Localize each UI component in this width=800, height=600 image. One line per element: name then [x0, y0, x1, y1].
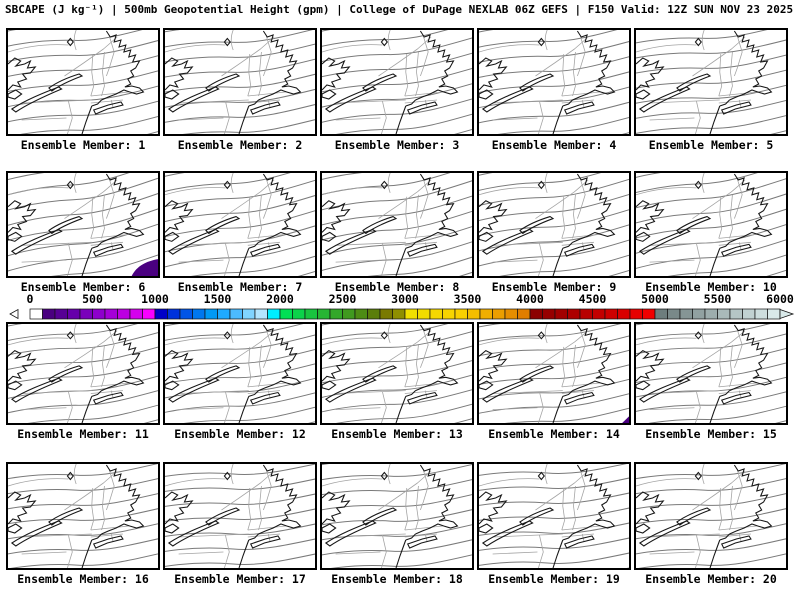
- ensemble-member-label: Ensemble Member: 17: [174, 572, 306, 586]
- member-map: [8, 173, 158, 276]
- height-contours: [322, 30, 472, 134]
- colorbar-tick-label: 6000: [766, 292, 794, 306]
- colorbar-tick-label: 5000: [641, 292, 669, 306]
- ensemble-panel-14: [477, 322, 631, 425]
- member-map: [322, 464, 472, 568]
- member-map: [479, 30, 629, 134]
- member-map: [636, 173, 786, 276]
- member-map: [165, 173, 315, 276]
- ensemble-member-label: Ensemble Member: 18: [331, 572, 463, 586]
- height-contours: [479, 30, 629, 134]
- ensemble-panel-7: [163, 171, 317, 278]
- ensemble-member-label: Ensemble Member: 7: [177, 280, 303, 294]
- colorbar-tick-label: 3000: [391, 292, 419, 306]
- member-map: [165, 324, 315, 423]
- ensemble-panel-16: [6, 462, 160, 570]
- ensemble-member-label: Ensemble Member: 16: [17, 572, 149, 586]
- ensemble-member-label: Ensemble Member: 19: [488, 572, 620, 586]
- ensemble-panel-20: [634, 462, 788, 570]
- ensemble-member-label: Ensemble Member: 11: [17, 427, 149, 441]
- colorbar-right-arrow: [780, 310, 793, 319]
- member-map: [165, 464, 315, 568]
- colorbar-tick-label: 1000: [141, 292, 169, 306]
- ensemble-member-label: Ensemble Member: 2: [177, 138, 303, 152]
- height-contours: [636, 173, 786, 276]
- height-contours: [479, 324, 629, 423]
- ensemble-panel-10: [634, 171, 788, 278]
- height-contours: [636, 464, 786, 568]
- cape-shaded-area: [622, 416, 629, 423]
- colorbar-tick-label: 2000: [266, 292, 294, 306]
- ensemble-member-label: Ensemble Member: 8: [334, 280, 460, 294]
- member-map: [322, 30, 472, 134]
- ensemble-panel-2: [163, 28, 317, 136]
- ensemble-member-label: Ensemble Member: 10: [645, 280, 777, 294]
- member-map: [479, 173, 629, 276]
- ensemble-panel-13: [320, 322, 474, 425]
- ensemble-panel-9: [477, 171, 631, 278]
- height-contours: [8, 324, 158, 423]
- member-map: [322, 324, 472, 423]
- member-map: [636, 30, 786, 134]
- ensemble-panel-6: [6, 171, 160, 278]
- ensemble-panel-8: [320, 171, 474, 278]
- member-map: [8, 30, 158, 134]
- ensemble-panel-18: [320, 462, 474, 570]
- member-map: [165, 30, 315, 134]
- height-contours: [322, 464, 472, 568]
- colorbar-tick-label: 1500: [203, 292, 232, 306]
- ensemble-member-label: Ensemble Member: 14: [488, 427, 620, 441]
- ensemble-panel-1: [6, 28, 160, 136]
- height-contours: [8, 173, 158, 276]
- cape-colorbar: [0, 306, 800, 323]
- ensemble-panel-17: [163, 462, 317, 570]
- height-contours: [479, 464, 629, 568]
- colorbar-tick-label: 3500: [453, 292, 482, 306]
- member-map: [636, 464, 786, 568]
- ensemble-panel-3: [320, 28, 474, 136]
- ensemble-member-label: Ensemble Member: 3: [334, 138, 460, 152]
- ensemble-member-label: Ensemble Member: 4: [491, 138, 617, 152]
- height-contours: [322, 324, 472, 423]
- height-contours: [636, 30, 786, 134]
- colorbar-tick-label: 500: [82, 292, 103, 306]
- colorbar-left-arrow: [10, 310, 18, 319]
- colorbar-tick-label: 4000: [516, 292, 544, 306]
- ensemble-panel-11: [6, 322, 160, 425]
- colorbar-tick-label: 0: [26, 292, 34, 306]
- member-map: [636, 324, 786, 423]
- member-map: [479, 464, 629, 568]
- height-contours: [165, 324, 315, 423]
- height-contours: [8, 30, 158, 134]
- height-contours: [322, 173, 472, 276]
- ensemble-panel-19: [477, 462, 631, 570]
- ensemble-member-label: Ensemble Member: 9: [491, 280, 617, 294]
- member-map: [479, 324, 629, 423]
- member-map: [8, 464, 158, 568]
- member-map: [322, 173, 472, 276]
- colorbar-tick-label: 4500: [578, 292, 607, 306]
- ensemble-panel-12: [163, 322, 317, 425]
- colorbar-tick-label: 5500: [703, 292, 732, 306]
- ensemble-member-label: Ensemble Member: 5: [648, 138, 774, 152]
- member-map: [8, 324, 158, 423]
- height-contours: [165, 464, 315, 568]
- ensemble-panel-5: [634, 28, 788, 136]
- height-contours: [479, 173, 629, 276]
- ensemble-member-label: Ensemble Member: 20: [645, 572, 777, 586]
- ensemble-member-label: Ensemble Member: 6: [20, 280, 146, 294]
- product-title: SBCAPE (J kg⁻¹) | 500mb Geopotential Height (gpm) | College of DuPage NEXLAB 06Z GEFS | F150 Valid: 12Z SUN NOV 23 2025: [5, 3, 794, 16]
- ensemble-panel-15: [634, 322, 788, 425]
- ensemble-member-label: Ensemble Member: 12: [174, 427, 306, 441]
- ensemble-member-label: Ensemble Member: 1: [20, 138, 146, 152]
- height-contours: [8, 464, 158, 568]
- height-contours: [165, 30, 315, 134]
- ensemble-member-label: Ensemble Member: 15: [645, 427, 777, 441]
- height-contours: [165, 173, 315, 276]
- ensemble-member-label: Ensemble Member: 13: [331, 427, 463, 441]
- cape-shaded-area: [132, 259, 158, 276]
- ensemble-panel-4: [477, 28, 631, 136]
- height-contours: [636, 324, 786, 423]
- colorbar-tick-label: 2500: [328, 292, 357, 306]
